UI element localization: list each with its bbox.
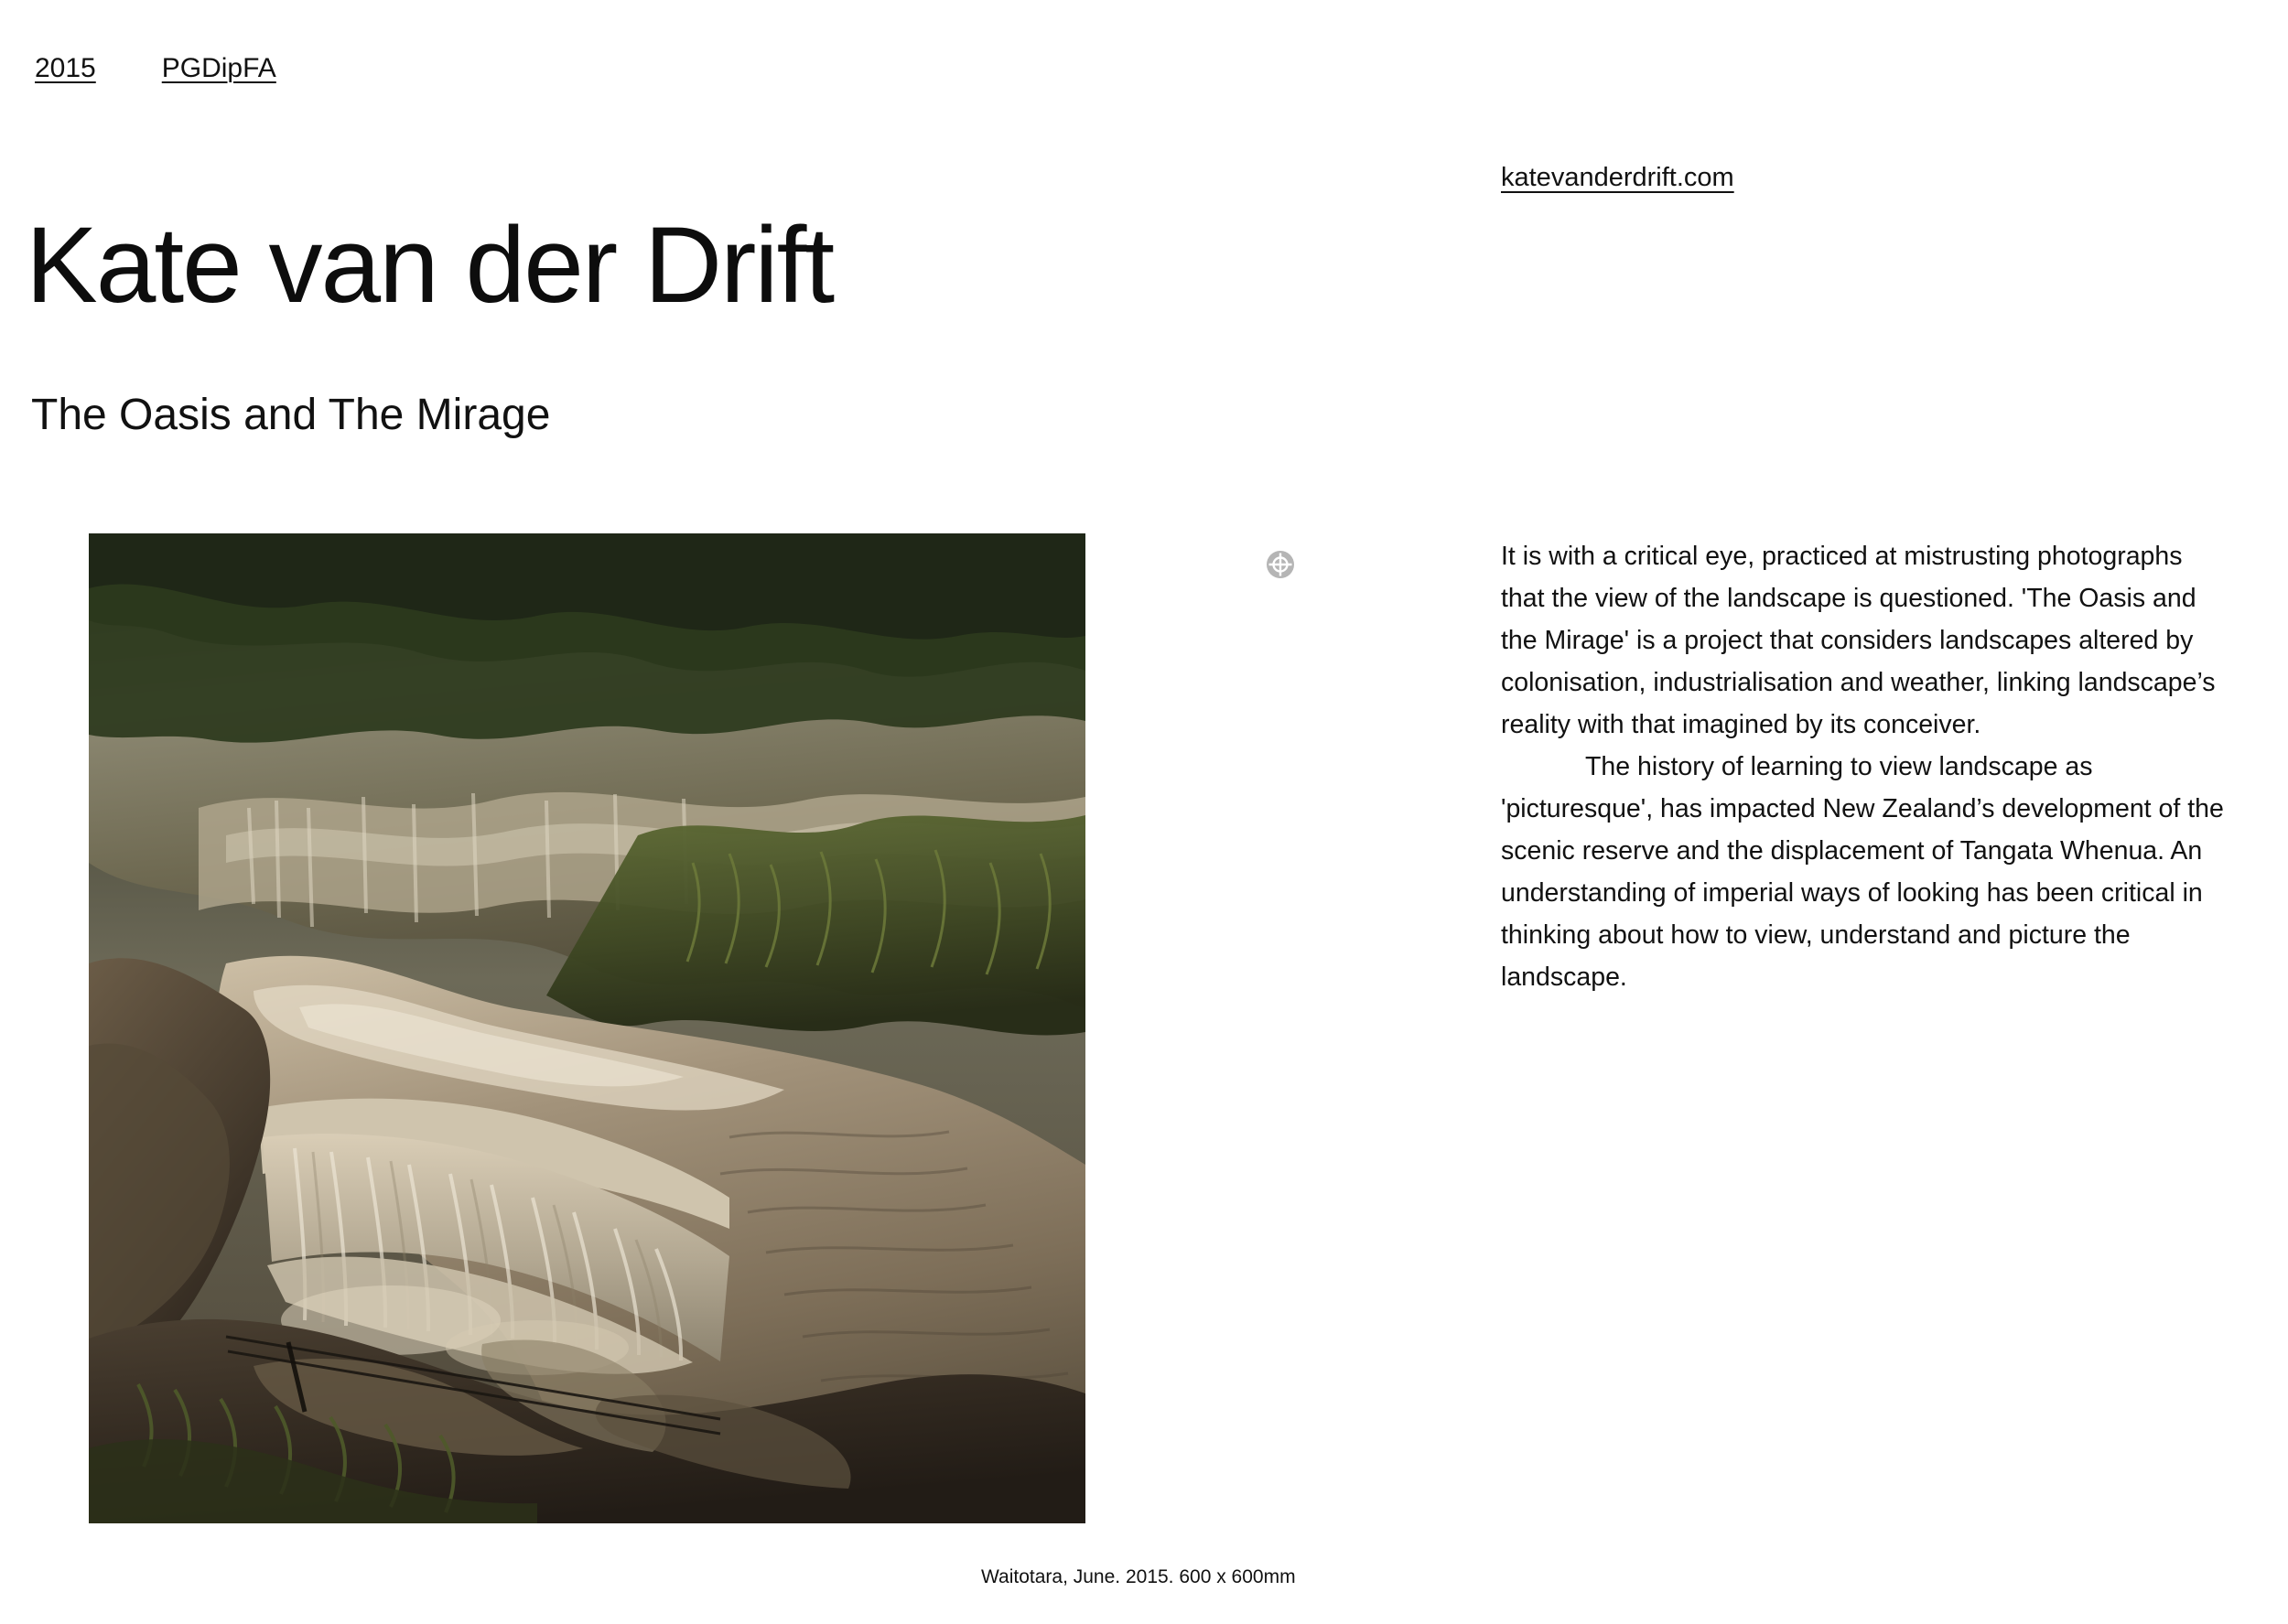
artist-statement (1501, 535, 2224, 998)
meta-year[interactable]: 2015 (35, 53, 96, 83)
project-subtitle: The Oasis and The Mirage (31, 390, 551, 439)
artwork-illustration (89, 533, 1085, 1523)
page-title: Kate van der Drift (26, 205, 834, 327)
artwork-image (89, 533, 1085, 1523)
artist-website-link[interactable]: katevanderdrift.com (1501, 163, 1734, 192)
meta-qualification[interactable]: PGDipFA (161, 53, 276, 83)
artwork-caption: Waitotara, June. 2015. 600 x 600mm (981, 1566, 1296, 1587)
target-marker-icon (1263, 547, 1298, 582)
statement-paragraph-1: It is with a critical eye, practiced at mistrusting photographs that the view of the landscape is questioned. 'The Oasis and the Mirage' is a project that considers landscapes altered by colonisation, industrialisation and weather, linking landscape’s reality with that imagined by its conceiver. (1501, 542, 2216, 739)
breadcrumb (35, 53, 276, 83)
statement-paragraph-2: The history of learning to view landscape as 'picturesque', has impacted New Zealand’s development of the scenic reserve and the displacement of Tangata Whenua. An understanding of imperial ways of looking has been critical in thinking about how to view, understand and picture the landscape. (1501, 752, 2224, 992)
